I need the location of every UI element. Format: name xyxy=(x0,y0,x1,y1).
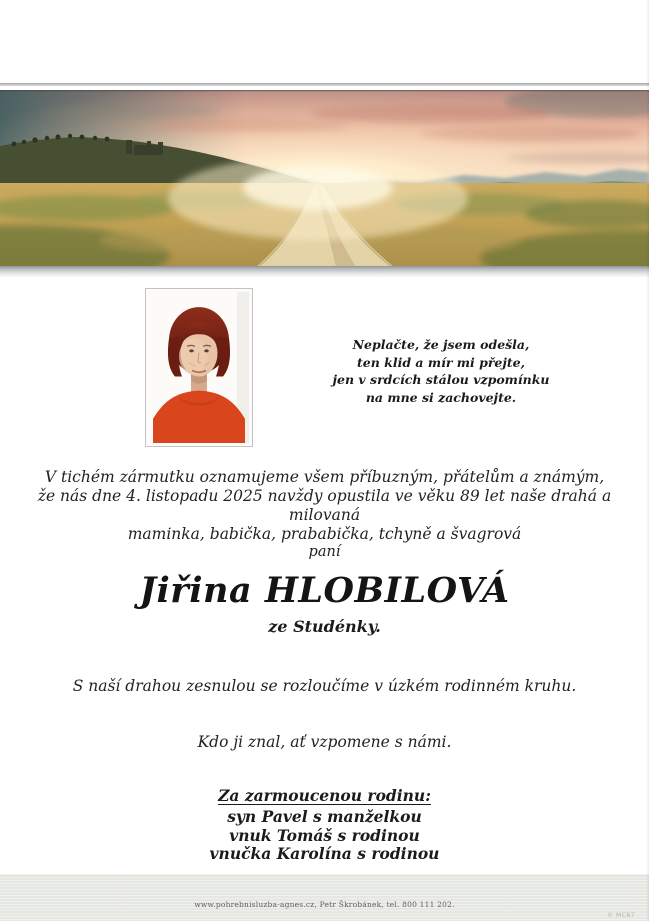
top-separator-line xyxy=(0,83,649,86)
family-member: syn Pavel s manželkou xyxy=(227,807,422,826)
announcement-line: maminka, babička, prababička, tchyně a švagrová xyxy=(127,525,522,543)
family-heading-text: Za zarmoucenou rodinu: xyxy=(218,786,431,805)
farewell-line: S naší drahou zesnulou se rozloučíme v úzkém rodinném kruhu. xyxy=(72,677,577,695)
deceased-origin: ze Studénky. xyxy=(268,617,381,636)
print-watermark: © MC87 xyxy=(607,912,635,919)
family-members-list xyxy=(0,808,649,864)
funeral-service-contact: www.pohrebnisluzba-agnes.cz, Petr Škrobánek, tel. 800 111 202. xyxy=(194,900,455,909)
portrait-photo-frame xyxy=(145,288,253,447)
bottom-separator-line xyxy=(0,266,649,278)
family-member: vnuk Tomáš s rodinou xyxy=(229,825,420,845)
verse-line: jen v srdcích stálou vzpomínku xyxy=(332,372,550,387)
honorific: paní xyxy=(308,544,341,560)
header-landscape-photo xyxy=(0,90,649,267)
verse-line: ten klid a mír mi přejte, xyxy=(357,354,525,370)
announcement-line: že nás dne 4. listopadu 2025 navždy opustila ve věku 89 let naše drahá a milovaná xyxy=(37,487,612,524)
announcement-line: V tichém zármutku oznamujeme všem příbuzným, přátelům a známým, xyxy=(44,468,605,486)
verse-line: na mne si zachovejte. xyxy=(365,389,517,405)
remembrance-line: Kdo ji znal, ať vzpomene s námi. xyxy=(197,733,452,751)
family-member: vnučka Karolína s rodinou xyxy=(209,844,440,863)
family-heading xyxy=(0,786,649,805)
announcement-paragraph xyxy=(0,468,649,544)
verse-line: Neplačte, že jsem odešla, xyxy=(352,337,530,352)
portrait-photo xyxy=(149,292,249,443)
memorial-verse xyxy=(321,336,561,406)
deceased-name: Jiřina HLOBILOVÁ xyxy=(139,570,510,611)
bottom-scan-band xyxy=(0,874,649,921)
